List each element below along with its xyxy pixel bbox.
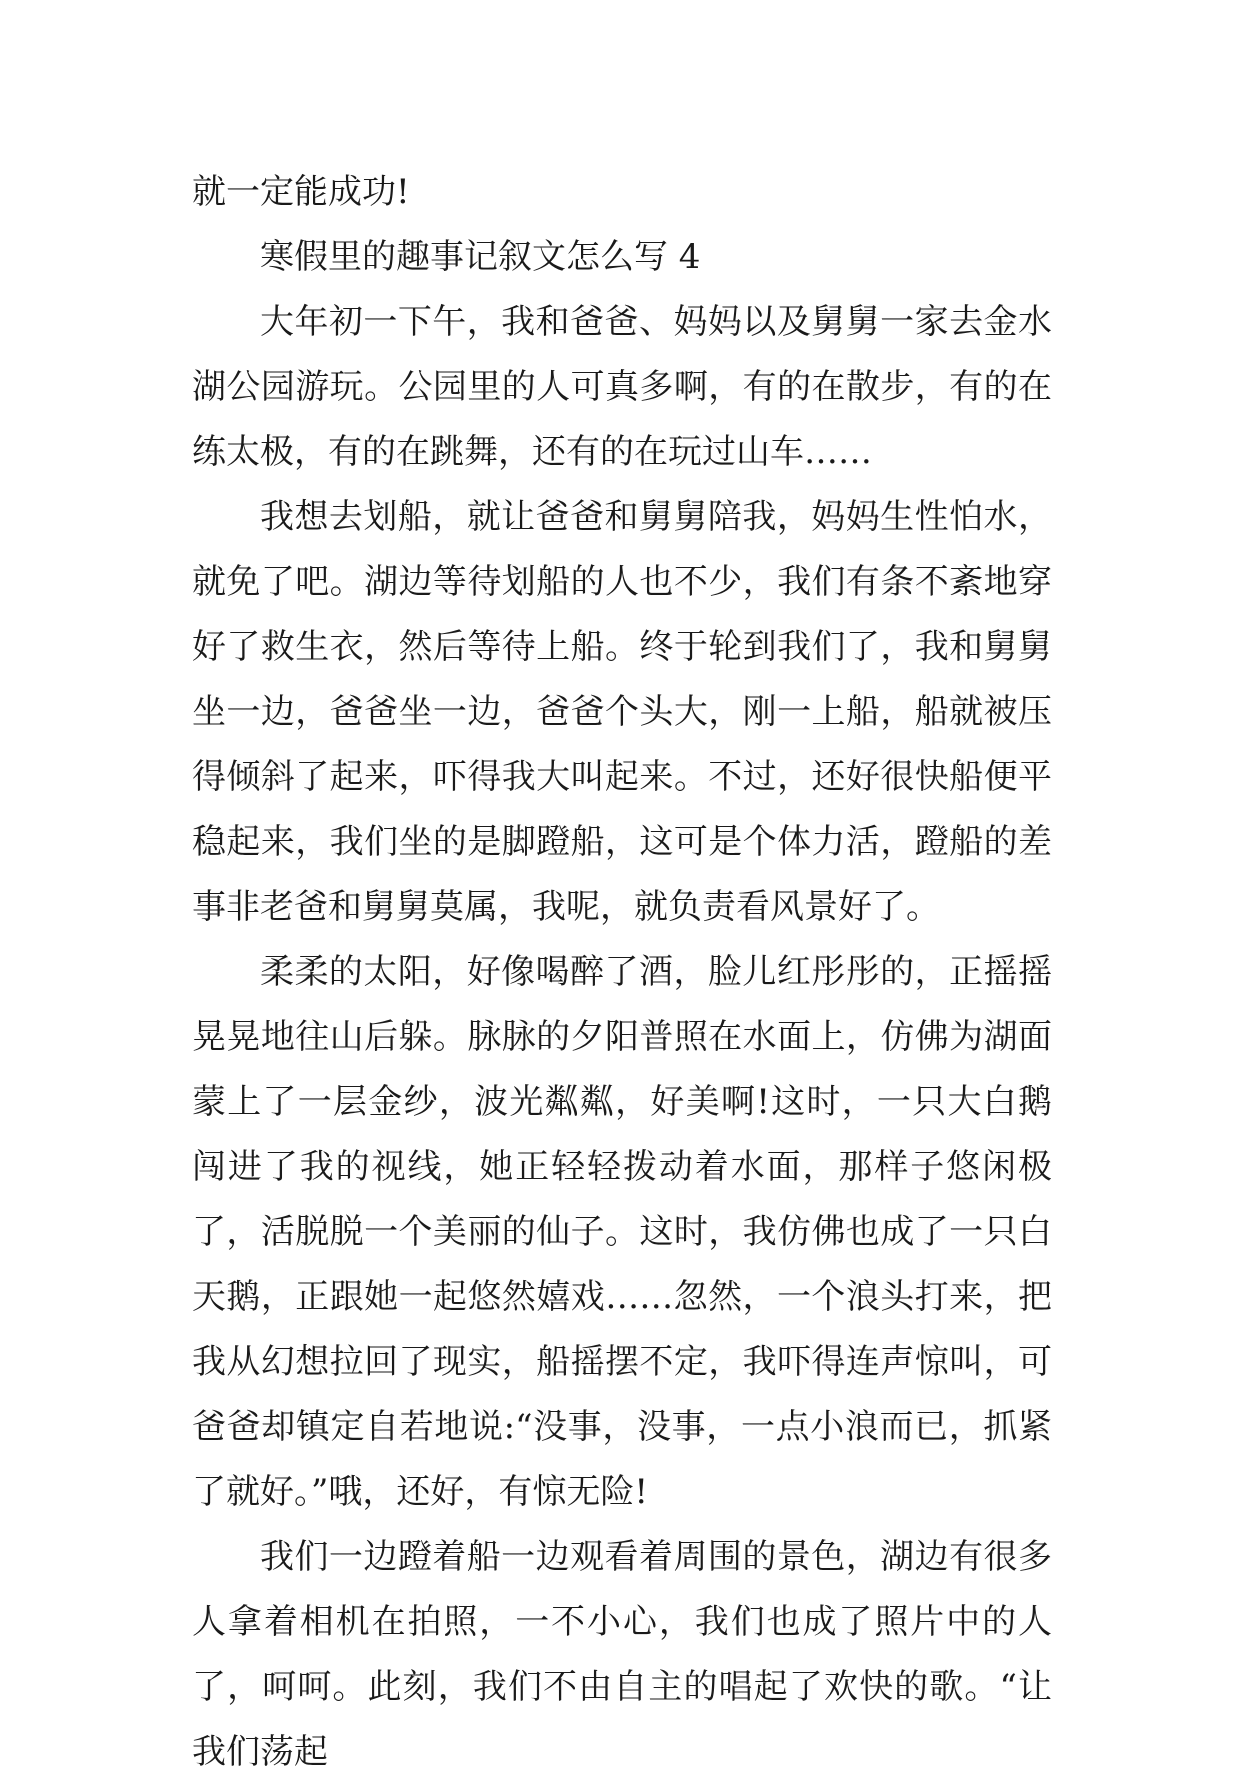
paragraph: 我们一边蹬着船一边观看着周围的景色，湖边有很多人拿着相机在拍照，一不小心，我们也成了照片中的人了，呵呵。此刻，我们不由自主的唱起了欢快的歌。“让我们荡起 <box>192 1537 1052 1772</box>
paragraph-continuation: 就一定能成功! <box>192 172 410 212</box>
paragraph: 我想去划船，就让爸爸和舅舅陪我，妈妈生性怕水，就免了吧。湖边等待划船的人也不少，我们有条不紊地穿好了救生衣，然后等待上船。终于轮到我们了，我和舅舅坐一边，爸爸坐一边，爸爸个头大，刚一上船，船就被压得倾斜了起来，吓得我大叫起来。不过，还好很快船便平稳起来，我们坐的是脚蹬船，这可是个体力活，蹬船的差事非老爸和舅舅莫属，我呢，就负责看风景好了。 <box>192 497 1052 927</box>
paragraph: 柔柔的太阳，好像喝醉了酒，脸儿红彤彤的，正摇摇晃晃地往山后躲。脉脉的夕阳普照在水面上，仿佛为湖面蒙上了一层金纱，波光粼粼，好美啊!这时，一只大白鹅闯进了我的视线，她正轻轻拨动着水面，那样子悠闲极了，活脱脱一个美丽的仙子。这时，我仿佛也成了一只白天鹅，正跟她一起悠然嬉戏……忽然，一个浪头打来，把我从幻想拉回了现实，船摇摆不定，我吓得连声惊叫，可爸爸却镇定自若地说:“没事，没事，一点小浪而已，抓紧了就好。”哦，还好，有惊无险! <box>192 952 1052 1512</box>
article-body <box>192 160 1052 1785</box>
paragraph: 大年初一下午，我和爸爸、妈妈以及舅舅一家去金水湖公园游玩。公园里的人可真多啊，有的在散步，有的在练太极，有的在跳舞，还有的在玩过山车…… <box>192 302 1052 472</box>
section-heading: 寒假里的趣事记叙文怎么写 4 <box>260 237 701 277</box>
